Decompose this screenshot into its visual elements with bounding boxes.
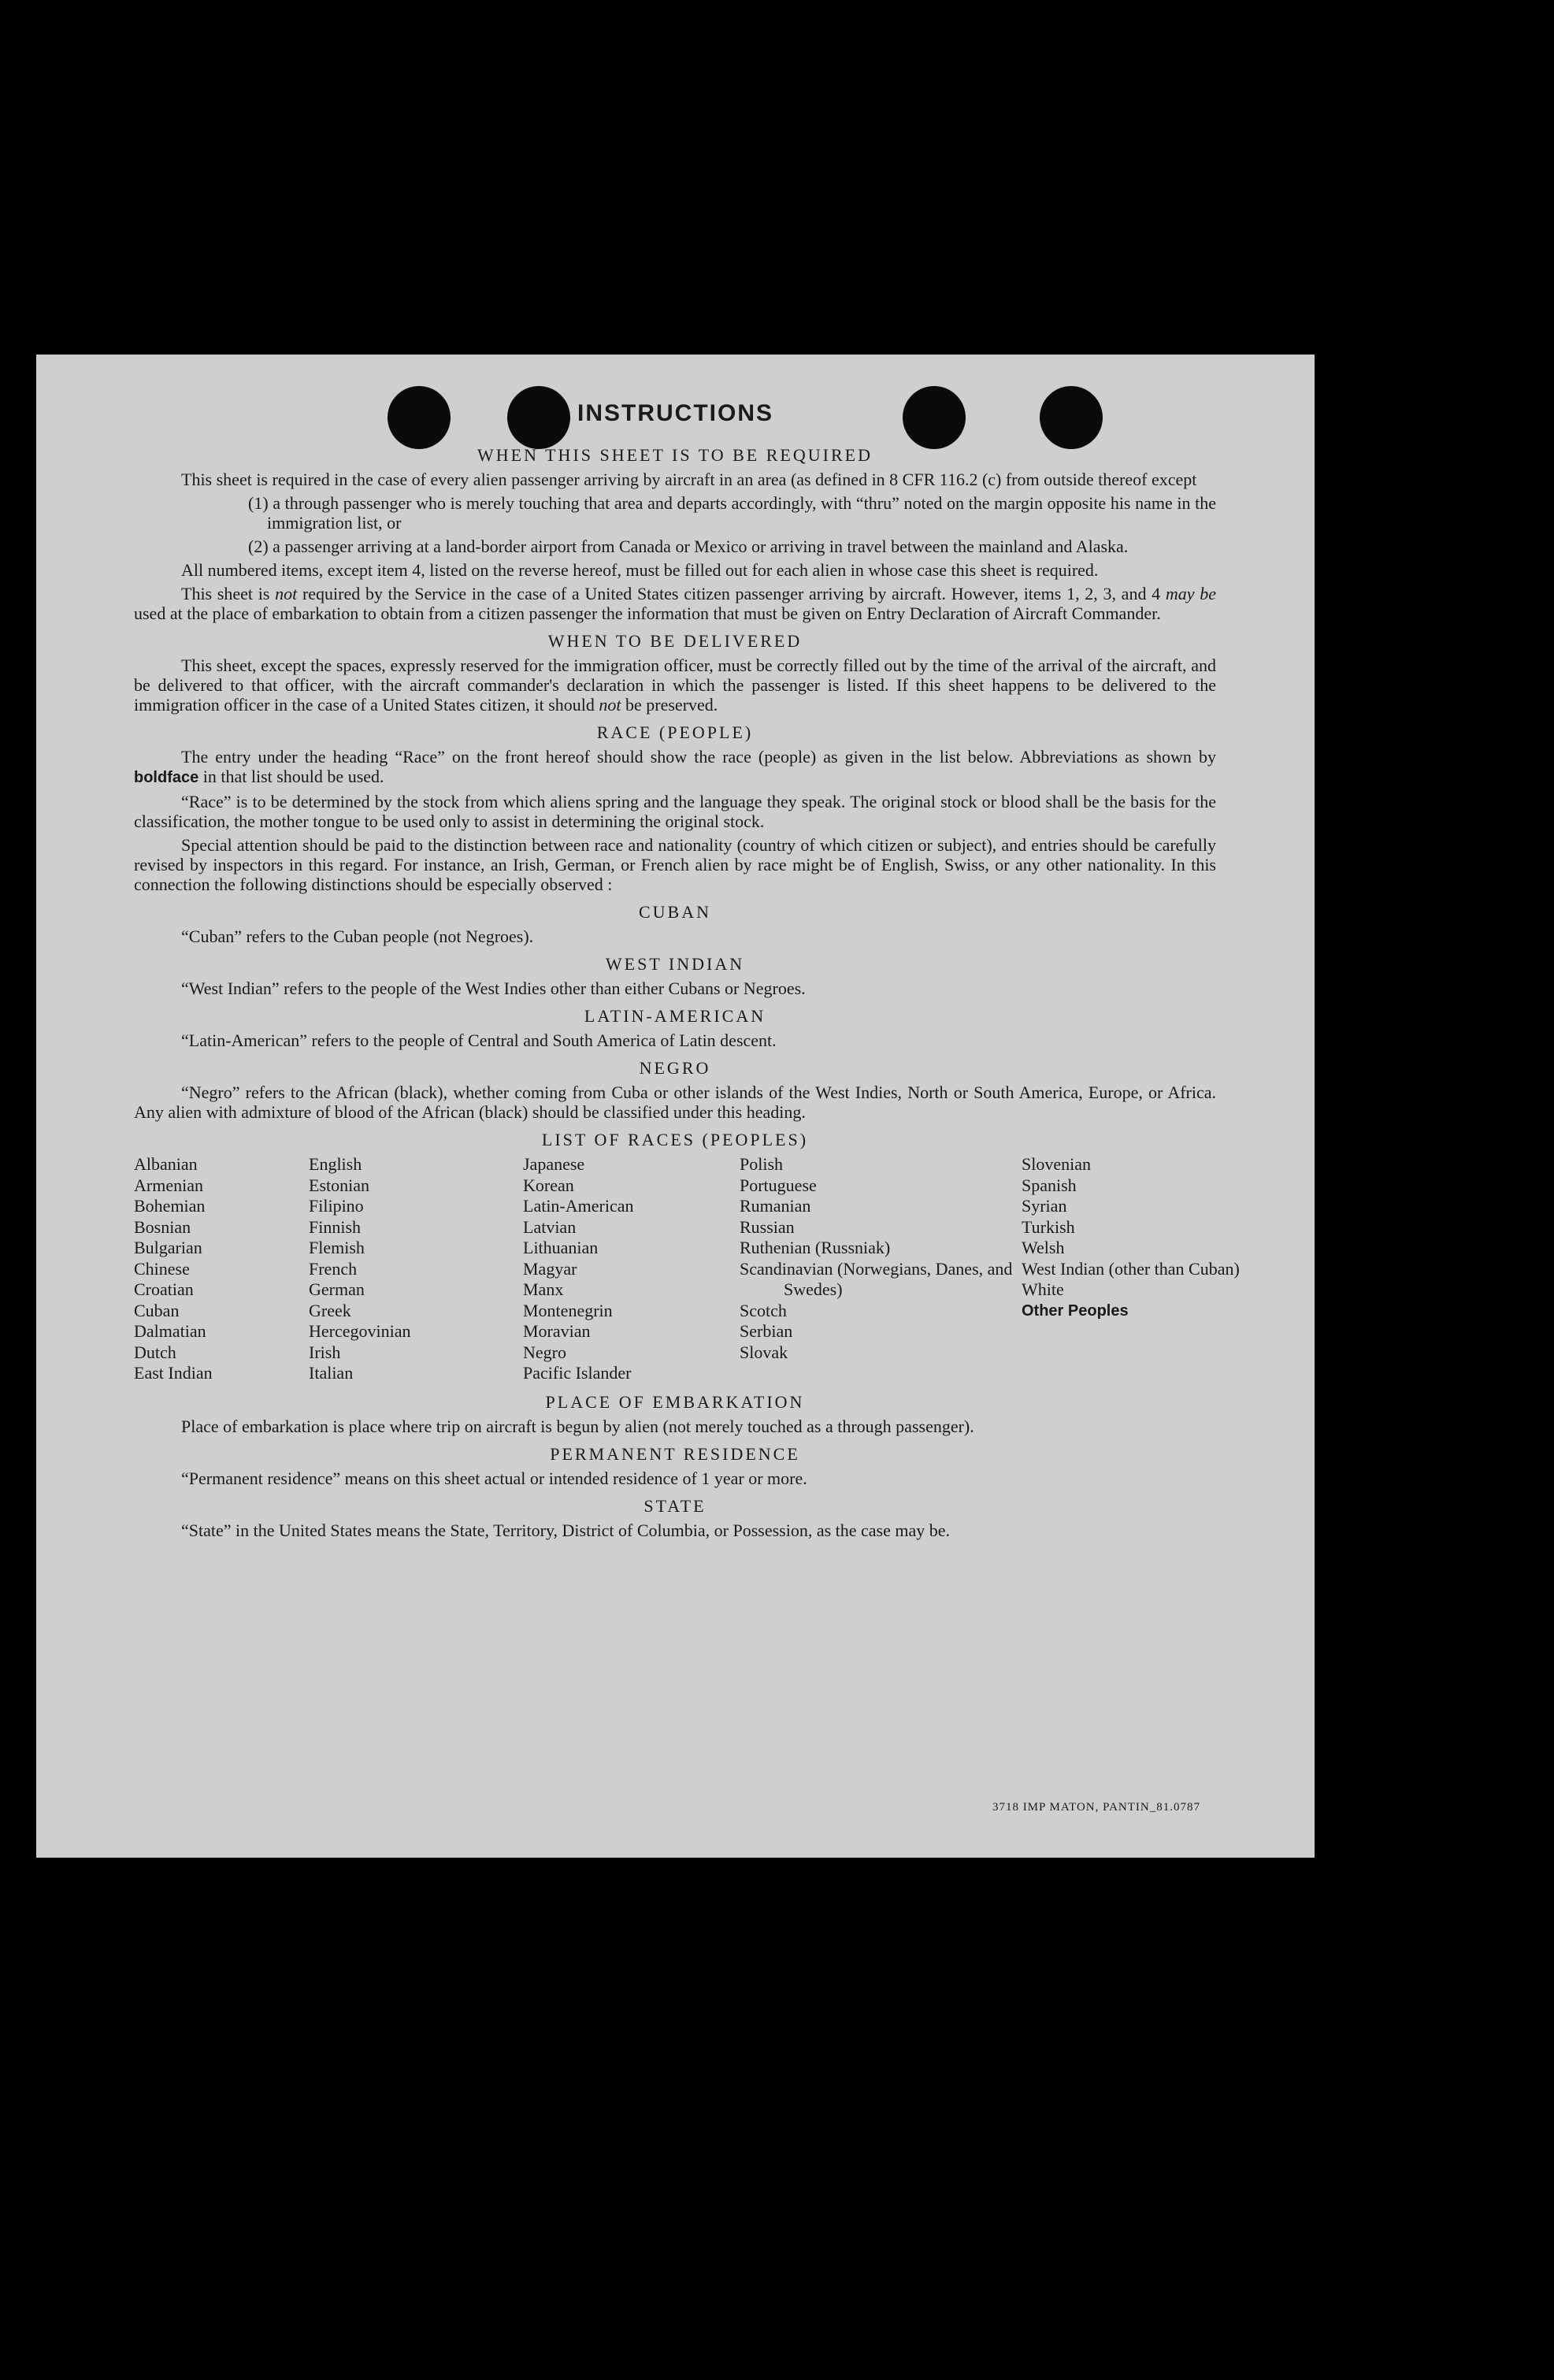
race-item: Turkish bbox=[1022, 1216, 1075, 1237]
race-item: Slovenian bbox=[1022, 1154, 1091, 1174]
italic-text: may be bbox=[1165, 584, 1216, 603]
race-list bbox=[134, 1154, 1240, 1384]
document-page bbox=[36, 355, 1315, 1858]
italic-text: not bbox=[599, 695, 621, 715]
race-item: German bbox=[309, 1279, 365, 1299]
race-item: Magyar bbox=[523, 1258, 577, 1279]
paragraph: “West Indian” refers to the people of the West Indies other than either Cubans or Negroes. bbox=[181, 978, 806, 998]
section-heading: PERMANENT RESIDENCE bbox=[550, 1443, 800, 1464]
race-item: Portuguese bbox=[740, 1175, 817, 1195]
race-column bbox=[134, 1154, 309, 1384]
race-item: Latvian bbox=[523, 1216, 577, 1237]
race-item: Other Peoples bbox=[1022, 1301, 1129, 1320]
race-item: Croatian bbox=[134, 1279, 194, 1299]
race-item: Korean bbox=[523, 1175, 574, 1195]
text-run: required by the Service in the case of a United States citizen passenger arriving by aircraft. However, items 1, 2, 3, and 4 bbox=[297, 584, 1166, 603]
race-item: Bosnian bbox=[134, 1216, 191, 1237]
race-item: West Indian (other than Cuban) bbox=[1022, 1258, 1240, 1279]
race-item: Latin-American bbox=[523, 1196, 634, 1216]
section-heading: CUBAN bbox=[638, 902, 711, 922]
race-item: Finnish bbox=[309, 1216, 362, 1237]
race-item: Welsh bbox=[1022, 1238, 1065, 1257]
race-item: Bulgarian bbox=[134, 1238, 202, 1257]
instructions-body bbox=[134, 437, 1240, 1544]
race-item: Italian bbox=[309, 1363, 354, 1383]
section-heading: NEGRO bbox=[639, 1058, 711, 1078]
race-item: Negro bbox=[523, 1342, 566, 1362]
paragraph: “Negro” refers to the African (black), whether coming from Cuba or other islands of the West Indies, North or South America, Europe, or Africa. Any alien with admixture of blood of the African (black) should be classified under this heading. bbox=[134, 1082, 1216, 1122]
race-item: Albanian bbox=[134, 1154, 198, 1174]
race-item: Estonian bbox=[309, 1175, 369, 1195]
section-heading: STATE bbox=[643, 1495, 707, 1516]
section-heading: LATIN-AMERICAN bbox=[584, 1006, 766, 1026]
race-column bbox=[1022, 1154, 1240, 1384]
paragraph: “Cuban” refers to the Cuban people (not Negroes). bbox=[181, 926, 534, 946]
race-column bbox=[740, 1154, 1022, 1384]
race-item: Filipino bbox=[309, 1196, 364, 1216]
race-item: Spanish bbox=[1022, 1175, 1077, 1195]
race-item: Scotch bbox=[740, 1300, 787, 1320]
paragraph: Special attention should be paid to the distinction between race and nationality (country of which citizen or subject), and entries should be carefully revised by inspectors in this regard. For instance, an Irish, German, or French alien by race might be of English, Swiss, or any other nationality. In this connection the following distinctions should be especially observed : bbox=[134, 835, 1216, 894]
race-item: Dutch bbox=[134, 1342, 176, 1362]
race-item: Manx bbox=[523, 1279, 564, 1299]
race-item: Cuban bbox=[134, 1300, 180, 1320]
paragraph: This sheet is required in the case of every alien passenger arriving by aircraft in an area (as defined in 8 CFR 116.2 (c) from outside thereof except bbox=[181, 470, 1197, 489]
paragraph: “Race” is to be determined by the stock from which aliens spring and the language they speak. The original stock or blood shall be the basis for the classification, the mother tongue to be used only to assist in determining the original stock. bbox=[134, 792, 1216, 831]
race-item: French bbox=[309, 1258, 358, 1279]
race-item: Slovak bbox=[740, 1342, 788, 1362]
text-run: The entry under the heading “Race” on the front hereof should show the race (people) as given in the list below. Abbreviations as shown by bbox=[181, 747, 1216, 767]
race-item: Moravian bbox=[523, 1321, 591, 1341]
race-item: Ruthenian (Russniak) bbox=[740, 1238, 891, 1257]
race-item: Dalmatian bbox=[134, 1321, 206, 1341]
race-item: Irish bbox=[309, 1342, 341, 1362]
race-item: East Indian bbox=[134, 1363, 213, 1383]
race-item: Polish bbox=[740, 1154, 784, 1174]
race-column bbox=[309, 1154, 523, 1384]
section-heading: WHEN THIS SHEET IS TO BE REQUIRED bbox=[477, 445, 873, 465]
paragraph: “State” in the United States means the State, Territory, District of Columbia, or Possession, as the case may be. bbox=[181, 1520, 951, 1540]
paragraph: All numbered items, except item 4, listed on the reverse hereof, must be filled out for each alien in whose case this sheet is required. bbox=[181, 560, 1099, 580]
section-heading: LIST OF RACES (PEOPLES) bbox=[541, 1130, 809, 1149]
race-item: Armenian bbox=[134, 1175, 203, 1195]
race-item: White bbox=[1022, 1279, 1064, 1299]
bold-text: boldface bbox=[134, 769, 199, 786]
paragraph: “Latin-American” refers to the people of Central and South America of Latin descent. bbox=[181, 1030, 777, 1050]
race-item: Bohemian bbox=[134, 1196, 206, 1216]
section-heading: RACE (PEOPLE) bbox=[596, 722, 754, 742]
race-item: Syrian bbox=[1022, 1196, 1067, 1216]
race-item: Chinese bbox=[134, 1258, 190, 1279]
text-run: be preserved. bbox=[621, 695, 718, 715]
race-item: Flemish bbox=[309, 1238, 365, 1257]
section-heading: PLACE OF EMBARKATION bbox=[545, 1391, 805, 1412]
race-item: Rumanian bbox=[740, 1196, 811, 1216]
list-item: (2) a passenger arriving at a land-border airport from Canada or Mexico or arriving in travel between the mainland and Alaska. bbox=[248, 537, 1129, 556]
race-item: Scandinavian (Norwegians, Danes, and Swedes) bbox=[740, 1258, 1013, 1299]
text-run: This sheet is bbox=[181, 584, 276, 603]
section-heading: WHEN TO BE DELIVERED bbox=[547, 631, 803, 651]
text-run: used at the place of embarkation to obtain from a citizen passenger the information that must be given on Entry Declaration of Aircraft Commander. bbox=[134, 603, 1161, 623]
paragraph: “Permanent residence” means on this sheet actual or intended residence of 1 year or more. bbox=[181, 1468, 807, 1488]
paragraph bbox=[134, 584, 1216, 623]
race-item: Pacific Islander bbox=[523, 1363, 632, 1383]
race-item: English bbox=[309, 1154, 362, 1174]
race-item: Greek bbox=[309, 1300, 351, 1320]
race-item: Russian bbox=[740, 1216, 795, 1237]
list-item: (1) a through passenger who is merely touching that area and departs accordingly, with “thru” noted on the margin opposite his name in the immigration list, or bbox=[248, 493, 1216, 533]
race-column bbox=[523, 1154, 740, 1384]
race-item: Hercegovinian bbox=[309, 1321, 411, 1341]
paragraph bbox=[134, 747, 1216, 788]
italic-text: not bbox=[275, 584, 298, 603]
text-run: This sheet, except the spaces, expressly reserved for the immigration officer, must be correctly filled out by the time of the arrival of the aircraft, and be delivered to that officer, with the aircraft commander's declaration in which the passenger is listed. If this sheet happens to be delivered to the immigration officer in the case of a United States citizen, it should bbox=[134, 655, 1216, 715]
paragraph: Place of embarkation is place where trip on aircraft is begun by alien (not merely touched as a through passenger). bbox=[181, 1416, 974, 1436]
race-item: Japanese bbox=[523, 1154, 585, 1174]
race-item: Serbian bbox=[740, 1321, 793, 1341]
page-title: INSTRUCTIONS bbox=[577, 400, 773, 426]
race-item: Montenegrin bbox=[523, 1300, 613, 1320]
text-run: in that list should be used. bbox=[198, 767, 384, 786]
printer-mark: 3718 IMP MATON, PANTIN_81.0787 bbox=[992, 1801, 1200, 1814]
paragraph bbox=[134, 655, 1216, 715]
race-item: Lithuanian bbox=[523, 1238, 599, 1257]
section-heading: WEST INDIAN bbox=[605, 954, 745, 974]
